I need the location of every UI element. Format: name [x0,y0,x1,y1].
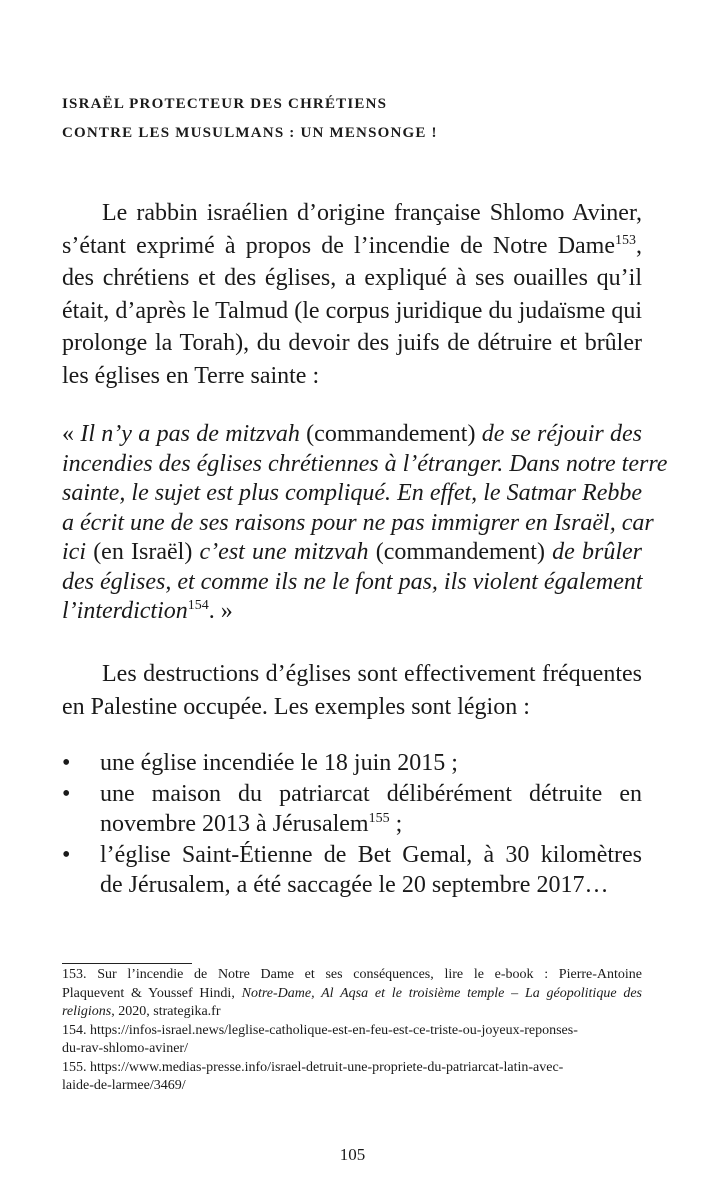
text-line [62,230,642,263]
text-run: religions [62,1004,112,1019]
text-line [62,450,668,480]
text-run: des chrétiens et des églises, a expliqué à ses ouailles qu’il [62,265,642,292]
text-run: (commandement) [368,539,553,565]
text-run: (commandement) [299,421,482,447]
paragraph-intro [62,197,642,393]
paragraph-destructions [62,658,642,723]
bullet-icon: • [62,750,71,776]
text-line [62,479,642,509]
text-run: Plaquevent & Youssef Hindi, [62,985,242,1001]
bullet-item [62,840,642,901]
bullet-icon: • [62,780,71,807]
text-run: de se réjouir des [481,421,643,447]
text-line [62,691,642,724]
footnote-ref: 155 [368,811,390,826]
text-line [62,985,642,1004]
text-line [62,568,642,598]
text-line [62,1059,642,1078]
bullet-text [100,840,642,901]
footnotes [62,966,642,1096]
text-line [62,658,642,691]
text-line [62,509,654,539]
text-run: laide-de-larmee/3469/ [62,1078,186,1093]
text-run: ici [62,539,86,565]
text-run: , 2020, strategika.fr [111,1004,221,1019]
text-line [100,840,642,871]
text-line [62,597,642,627]
text-run: prolonge la Torah), du devoir des juifs de détruire et brûler [62,330,642,357]
text-run: était, d’après le Talmud (le corpus juridique du judaïsme qui [62,297,642,324]
text-line [62,966,642,985]
text-run: les églises en Terre sainte : [62,362,320,389]
heading-line: ISRAËL PROTECTEUR DES CHRÉTIENS [62,96,388,112]
text-line [62,327,642,360]
text-run: sainte, le sujet est plus compliqué. En effet, le Satmar Rebbe [62,480,642,506]
text-run: une église incendiée le 18 juin 2015 ; [100,750,458,776]
page-number: 105 [339,1145,366,1164]
text-run: Il n’y a pas de mitzvah [80,421,300,447]
text-run: « [62,421,81,447]
heading-line: CONTRE LES MUSULMANS : UN MENSONGE ! [62,125,438,141]
bullet-text [100,779,642,840]
text-run: une maison du patriarcat délibérément détruite en [100,780,642,807]
text-run: (en Israël) [86,539,200,565]
text-line [62,360,642,393]
text-run: l’interdiction [62,598,188,624]
bullet-icon: • [62,841,71,868]
text-line [62,197,642,230]
text-run: , [636,232,642,259]
text-run: 155. https://www.medias-presse.info/israel-detruit-une-propriete-du-patriarcat-latin-avec- [62,1059,564,1075]
bullet-item [62,779,642,840]
text-run: s’étant exprimé à propos de l’incendie de Notre Dame [62,232,615,259]
footnote-ref: 154 [187,598,209,613]
text-run: de brûler [552,539,643,565]
text-run: novembre 2013 à Jérusalem [100,811,369,837]
footnote-ref: 153 [615,232,636,248]
text-run: en Palestine occupée. Les exemples sont légion : [62,693,530,720]
text-line [62,1003,642,1022]
text-line [62,420,642,450]
section-heading [62,90,642,148]
text-line [62,1022,642,1041]
text-run: du-rav-shlomo-aviner/ [62,1041,188,1056]
text-run: c’est une mitzvah [199,539,369,565]
text-line [62,1077,642,1096]
text-run: 154. https://infos-israel.news/leglise-catholique-est-en-feu-est-ce-triste-ou-joyeux-reponses- [62,1022,578,1038]
bullet-list [62,748,642,901]
text-run: de Jérusalem, a été saccagée le 20 septembre 2017… [100,872,609,898]
text-line [100,748,642,779]
text-line [62,262,642,295]
bullet-item [62,748,642,779]
text-run: Les destructions d’églises sont effectivement fréquentes [102,661,642,687]
text-line [62,1040,642,1059]
text-run: a écrit une de ses raisons pour ne pas immigrer en Israël, car [62,509,654,536]
text-line [62,295,642,328]
text-run: incendies des églises chrétiennes à l’étranger. Dans notre terre [62,450,668,477]
bullet-text [100,748,642,779]
text-line [62,538,642,568]
text-run: ; [389,811,403,837]
text-run: Le rabbin israélien d’origine française Shlomo Aviner, [102,200,642,226]
footnote-divider [62,963,192,964]
text-run: . » [208,598,233,624]
quote-block [62,420,668,627]
text-run: l’église Saint-Étienne de Bet Gemal, à 30 kilomètres [100,841,642,868]
text-run: Notre-Dame, Al Aqsa et le troisième temple – La géopolitique des [241,985,642,1001]
text-line [100,809,642,840]
text-line [100,779,642,810]
text-run: des églises, et comme ils ne le font pas, ils violent également [62,568,643,595]
text-line [100,870,642,901]
text-run: 153. Sur l’incendie de Notre Dame et ses conséquences, lire le e-book : Pierre-Antoine [62,967,642,982]
